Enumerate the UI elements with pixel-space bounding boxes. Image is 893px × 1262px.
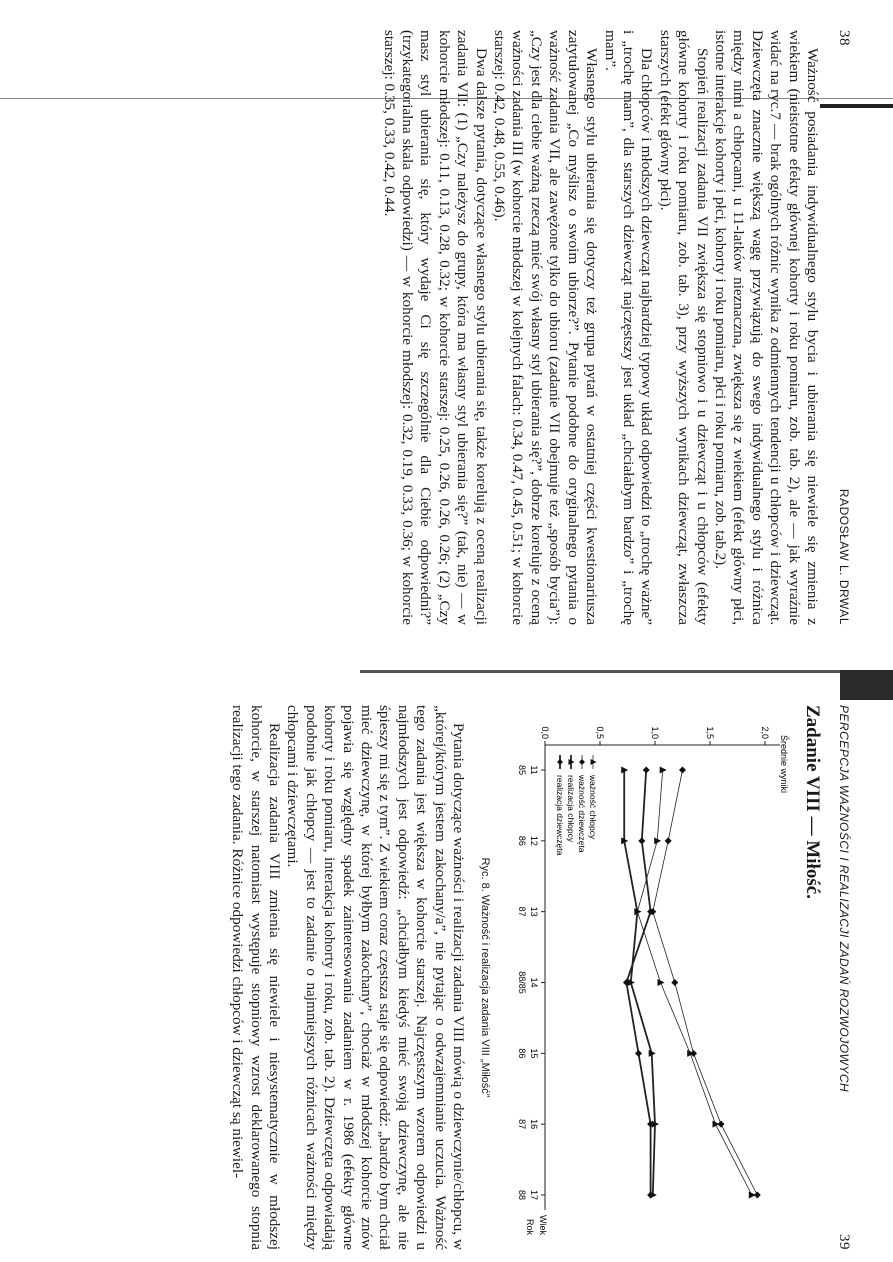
x-axis-label-year: Rok xyxy=(525,1219,535,1236)
left-running-head xyxy=(835,30,852,625)
x-axis-label-age: Wiek xyxy=(538,1215,548,1235)
data-point xyxy=(679,767,686,774)
section-title: Zadanie VIII — Miłość. xyxy=(802,705,823,899)
legend-marker xyxy=(579,759,585,765)
y-tick-label: 0,0 xyxy=(540,726,550,739)
paragraph: Ważność posiadania indywidualnego stylu bycia i ubierania się niewiele się zmienia z wiekiem (nieistotne efekty głównej kohorty i roku pomiaru, zob. tab. 2), ale — jak wyraźnie widać na ryc.7 — brak ogólnych różnic wynika z odmiennych tendencji u chłopców i dziewcząt. Dziewczęta znacznie większą wagę przywiązują do swego indywidualnego stylu i różnica między nimi a chłopcami, u 11-latków nieznaczna, zwiększa się z wiekiem (efekt główny płci, istotne interakcje kohorty i płci, kohorty i roku pomiaru, płci i roku pomiaru, zob. tab.2). xyxy=(711,30,821,625)
series-line xyxy=(653,770,758,1195)
left-page xyxy=(52,30,852,625)
x-tick-label-year: 87 xyxy=(517,906,527,917)
data-point xyxy=(635,1050,642,1057)
x-tick-label-age: 16 xyxy=(529,1119,539,1130)
data-point xyxy=(718,1121,725,1128)
x-tick-label-year: 86 xyxy=(517,835,527,846)
y-tick-label: 1,5 xyxy=(705,726,715,739)
data-point xyxy=(643,767,650,774)
x-tick-label-age: 14 xyxy=(529,977,539,988)
figure-caption: Ryc. 8. Ważność i realizacja zadania VIII „Miłość” xyxy=(479,857,491,1098)
scan-gutter-shadow xyxy=(360,670,893,673)
paragraph: Stopień realizacji zadania VII zwiększa się stopniowo i u dziewcząt i u chłopców (efekty główne kohorty i roku pomiaru, zob. tab. 3), przy wyższych wynikach dziewcząt, zwłaszcza starszych (efekt główny płci). xyxy=(656,30,711,625)
legend-label: ważność dziewczęta xyxy=(577,775,587,853)
paragraph: Pytania dotyczące ważności i realizacji zadania VIII mówią o dziewczynie/chłopcu, w „której/którym jestem zakochany/a”, nie pytając o odwzajemnianie uczucia. Ważność tego zadania jest większa w kohorcie starszej. Najczęstszym wzorem odpowiedzi u najmłodszych jest odpowiedź: „chciałbym kiedyś mieć swoją dziewczynę, ale nie śpieszy mi się z tym”. Z wiekiem coraz częstsza staje się odpowiedź: „bardzo bym chciał mieć dziewczynę, w której byłbym zakochany”, chociaż w młodszej kohorcie znów pojawia się względny spadek zainteresowania zadaniem w r. 1986 (efekty główne kohorty i roku pomiaru, interakcja kohorty i roku, zob. tab. 2). Dziewczęta odpowiadają podobnie jak chłopcy — jest to zadanie o najmniejszych różnicach ważności między chłopcami i dziewczętami. xyxy=(284,705,467,1250)
legend-label: ważność chłopcy xyxy=(588,775,598,840)
legend-marker xyxy=(591,759,597,765)
left-body-text xyxy=(379,30,821,625)
data-point xyxy=(660,767,667,774)
right-running-head-text: PERCEPCJA WAŻNOŚCI I REALIZACJI ZADAŃ ROZWOJOWYCH xyxy=(837,705,851,1093)
data-point xyxy=(638,837,645,844)
data-point xyxy=(665,837,672,844)
x-tick-label-year: 88 xyxy=(517,1189,527,1201)
data-point xyxy=(754,1192,761,1199)
right-running-head xyxy=(835,705,852,1250)
x-tick-label-year: 87 xyxy=(517,1119,527,1130)
left-page-number: 38 xyxy=(836,30,852,46)
y-tick-label: 1,0 xyxy=(650,726,660,739)
x-tick-label-year: 86 xyxy=(517,1048,527,1059)
y-tick-label: 2,0 xyxy=(760,726,770,739)
x-tick-label-age: 12 xyxy=(529,835,539,846)
right-page-number: 39 xyxy=(836,1234,852,1250)
y-tick-label: 0,5 xyxy=(595,726,605,739)
data-point xyxy=(658,979,665,986)
right-page xyxy=(62,705,852,1250)
legend-label: realizacja dziewczęta xyxy=(555,775,565,856)
left-running-head-text: RADOSŁAW L. DRWAL xyxy=(837,488,851,625)
paragraph: Dwa dalsze pytania, dotyczące własnego stylu ubierania się, także korelują z oceną realizacji zadania VII: (1) „Czy należysz do grupy, która ma własny styl ubierania się?” (tak, nie) — w kohorcie młodszej: 0.11, 0.13, 0.28, 0.32; w kohorcie starszej: 0.25, 0.26, 0.26, 0.26; (2) „Czy masz styl ubierania się, który wydaje Ci się szczególnie dla Ciebie odpowiedni?” (trzykategorialna skala odpowiedzi) — w kohorcie młodszej: 0.32, 0.19, 0.33, 0.36; w kohorcie starszej: 0.35, 0.33, 0.42, 0.44. xyxy=(380,30,490,625)
x-tick-label-year: 88/85 xyxy=(517,971,527,994)
scan-gutter-dark xyxy=(840,670,893,700)
x-tick-label-age: 13 xyxy=(529,906,539,917)
y-axis-label: Średnie wyniki xyxy=(779,735,789,794)
paragraph: Realizacja zadania VIII zmienia się niewiele i niesystematycznie w młodszej kohorcie, w starszej natomiast występuje stopniowy wzrost deklarowanego stopnia realizacji tego zadania. Różnice odpowiedzi chłopców i dziewcząt są niewiel- xyxy=(229,705,283,1250)
x-tick-label-age: 15 xyxy=(529,1048,539,1059)
paragraph: Dla chłopców i młodszych dziewcząt najbardziej typowy układ odpowiedzi to „trochę ważne” i „trochę mam”, dla starszych dziewcząt najczęstszy jest układ „chciałabym bardzo” i „trochę mam”. xyxy=(601,30,656,625)
figure-chart xyxy=(495,705,795,1250)
paragraph: Własnego stylu ubierania się dotyczy też grupa pytań w ostatniej części kwestionariusza zatytułowanej „Co myślisz o swoim ubiorze?”. Pytanie podobne do oryginalnego pytania o ważność zadania VII, ale zawężone tylko do ubioru (zadanie VII obejmuje też „sposób bycia”): „Czy jest dla ciebie ważną rzeczą mieć swój własny styl ubierania się?”, dobrze koreluje z oceną ważności zadania III (w kohorcie młodszej w kolejnych falach: 0.34, 0.47, 0.45, 0.51; w kohorcie starszej: 0.42, 0.48, 0.55, 0.46). xyxy=(491,30,601,625)
line-chart xyxy=(495,705,795,1250)
x-tick-label-year: 85 xyxy=(517,764,527,776)
data-point xyxy=(671,979,678,986)
legend-label: realizacja chłopcy xyxy=(566,775,576,843)
legend-marker xyxy=(557,759,563,765)
x-tick-label-age: 11 xyxy=(529,765,539,775)
right-body-text xyxy=(228,705,467,1250)
x-tick-label-age: 17 xyxy=(529,1189,539,1201)
